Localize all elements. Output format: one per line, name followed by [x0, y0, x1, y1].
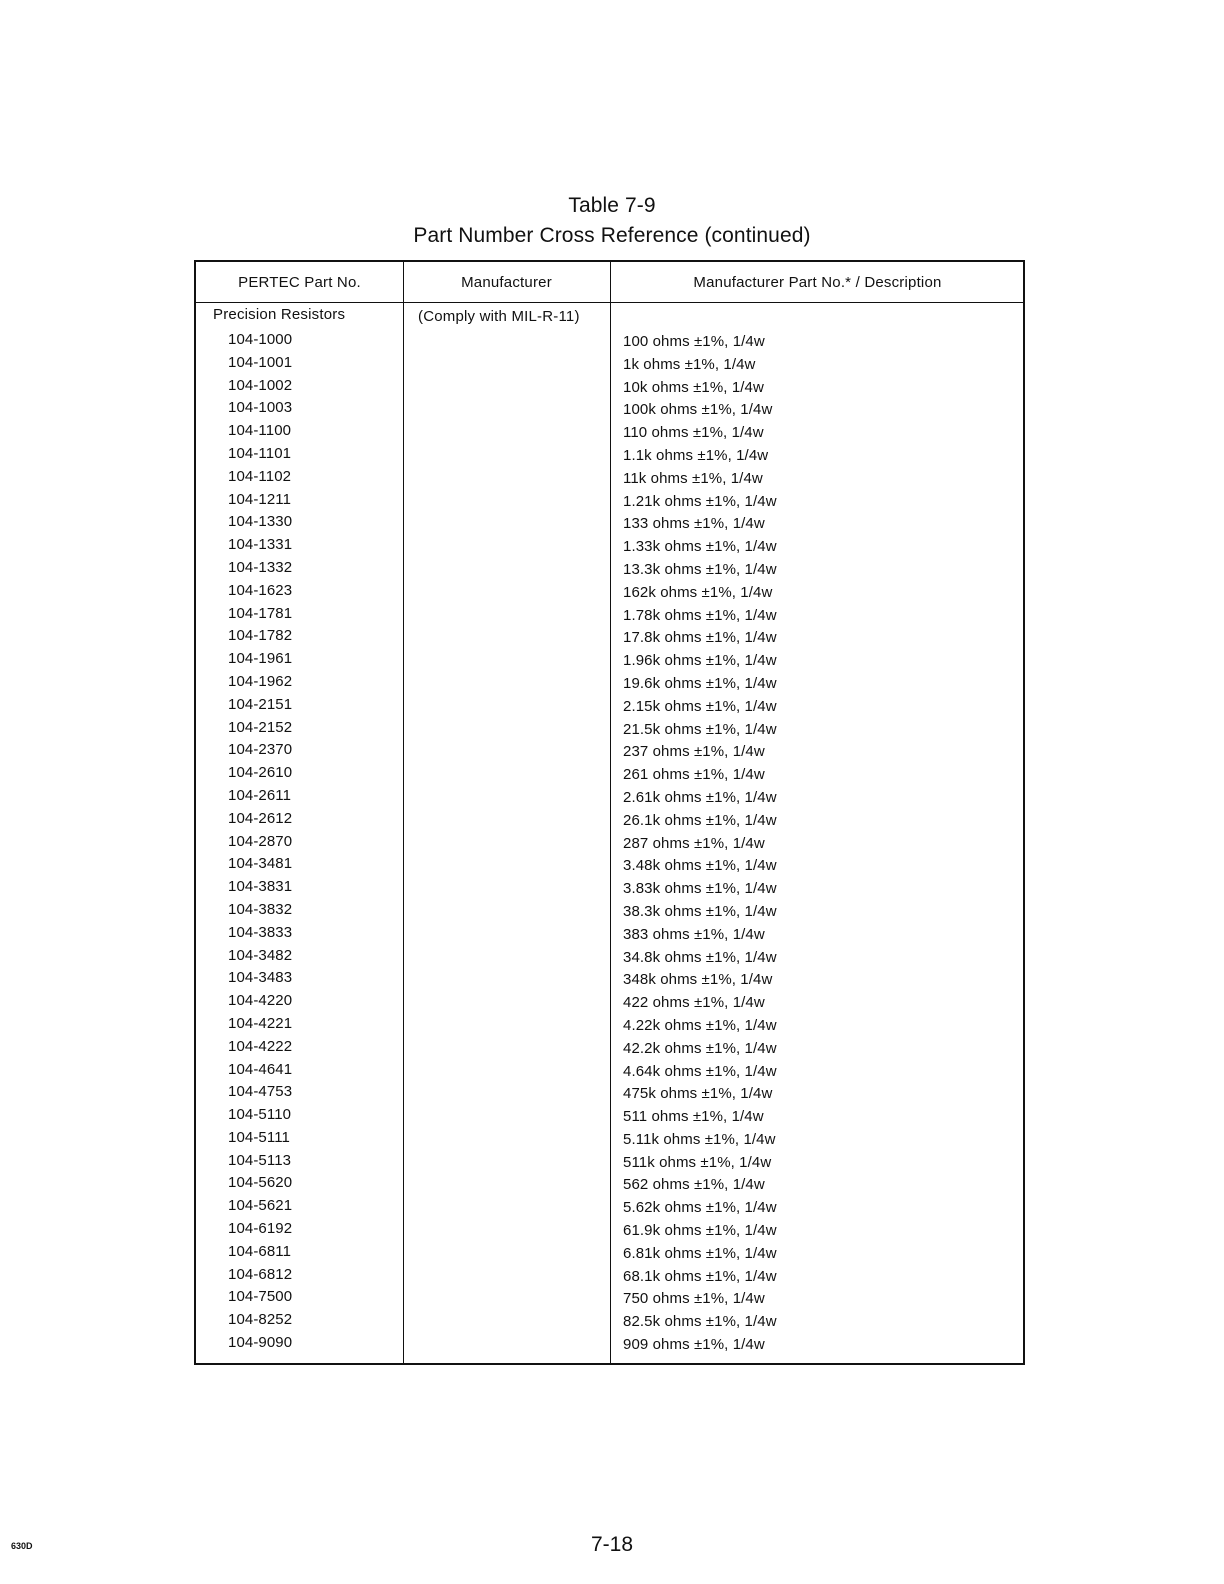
part-number-cell: 104-4220: [228, 992, 293, 1010]
part-number-cell: 104-2152: [228, 718, 293, 736]
description-cell: 4.64k ohms ±1%, 1/4w: [623, 1062, 777, 1080]
description-cell: 4.22k ohms ±1%, 1/4w: [623, 1016, 777, 1034]
part-number-cell: 104-5110: [228, 1106, 292, 1124]
description-cell: 3.83k ohms ±1%, 1/4w: [623, 880, 777, 898]
part-number-cell: 104-3483: [228, 969, 293, 987]
description-cell: 17.8k ohms ±1%, 1/4w: [623, 629, 777, 647]
part-number-cell: 104-2151: [228, 695, 293, 713]
description-cell: 1k ohms ±1%, 1/4w: [623, 355, 756, 373]
description-cell: 511k ohms ±1%, 1/4w: [623, 1153, 772, 1171]
part-number-cell: 104-1961: [228, 650, 293, 668]
part-number-cell: 104-2611: [228, 786, 292, 804]
table-title: Table 7-9: [568, 194, 656, 217]
description-cell: 162k ohms ±1%, 1/4w: [623, 583, 773, 601]
part-number-cell: 104-1782: [228, 627, 293, 645]
description-cell: 2.61k ohms ±1%, 1/4w: [623, 788, 777, 806]
description-cell: 42.2k ohms ±1%, 1/4w: [623, 1039, 777, 1057]
part-number-cell: 104-9090: [228, 1334, 293, 1352]
part-number-cell: 104-1211: [228, 490, 292, 508]
part-number-cell: 104-1001: [228, 353, 293, 371]
description-cell: 909 ohms ±1%, 1/4w: [623, 1336, 765, 1354]
part-number-cell: 104-1332: [228, 558, 293, 576]
description-cell: 34.8k ohms ±1%, 1/4w: [623, 948, 777, 966]
description-cell: 511 ohms ±1%, 1/4w: [623, 1108, 764, 1126]
description-cell: 5.62k ohms ±1%, 1/4w: [623, 1199, 777, 1217]
part-number-cell: 104-7500: [228, 1288, 293, 1306]
header-description: Manufacturer Part No.* / Description: [693, 274, 942, 291]
part-number-cell: 104-3832: [228, 900, 293, 918]
part-number-cell: 104-3481: [228, 855, 293, 873]
description-cell: 562 ohms ±1%, 1/4w: [623, 1176, 765, 1194]
part-number-cell: 104-5620: [228, 1174, 293, 1192]
part-number-cell: 104-8252: [228, 1311, 293, 1329]
description-cell: 110 ohms ±1%, 1/4w: [623, 424, 764, 442]
description-cell: 82.5k ohms ±1%, 1/4w: [623, 1313, 777, 1331]
description-cell: 10k ohms ±1%, 1/4w: [623, 378, 764, 396]
description-cell: 100k ohms ±1%, 1/4w: [623, 401, 773, 419]
description-cell: 237 ohms ±1%, 1/4w: [623, 743, 765, 761]
part-number-cell: 104-1100: [228, 422, 292, 440]
part-number-cell: 104-6192: [228, 1220, 293, 1238]
description-cell: 19.6k ohms ±1%, 1/4w: [623, 674, 777, 692]
description-cell: 750 ohms ±1%, 1/4w: [623, 1290, 765, 1308]
description-cell: 1.1k ohms ±1%, 1/4w: [623, 446, 769, 464]
cross-reference-table: [194, 260, 1025, 1365]
part-number-cell: 104-2370: [228, 741, 293, 759]
part-number-cell: 104-2610: [228, 764, 293, 782]
description-cell: 383 ohms ±1%, 1/4w: [623, 925, 765, 943]
description-cell: 68.1k ohms ±1%, 1/4w: [623, 1267, 777, 1285]
part-number-cell: 104-6811: [228, 1242, 292, 1260]
header-divider: [196, 302, 1023, 303]
part-number-cell: 104-1000: [228, 331, 293, 348]
description-cell: 3.48k ohms ±1%, 1/4w: [623, 857, 777, 875]
part-number-cell: 104-4221: [228, 1014, 293, 1032]
page-number: 7-18: [590, 1533, 634, 1556]
description-cell: 261 ohms ±1%, 1/4w: [623, 766, 765, 784]
part-number-cell: 104-1781: [228, 604, 293, 622]
part-number-cell: 104-1623: [228, 581, 293, 599]
column-divider: [610, 262, 611, 1363]
description-cell: 1.78k ohms ±1%, 1/4w: [623, 606, 777, 624]
part-number-cell: 104-2612: [228, 809, 293, 827]
description-cell: 287 ohms ±1%, 1/4w: [623, 834, 765, 852]
column-divider: [403, 262, 404, 1363]
description-cell: 26.1k ohms ±1%, 1/4w: [623, 811, 777, 829]
description-cell: 422 ohms ±1%, 1/4w: [623, 994, 765, 1012]
part-number-cell: 104-1962: [228, 672, 293, 690]
part-number-cell: 104-2870: [228, 832, 293, 850]
part-number-cell: 104-4753: [228, 1083, 293, 1101]
description-cell: 5.11k ohms ±1%, 1/4w: [623, 1130, 776, 1148]
part-number-cell: 104-1101: [228, 444, 292, 462]
section-label: Precision Resistors: [213, 306, 346, 323]
description-cell: 21.5k ohms ±1%, 1/4w: [623, 720, 777, 738]
part-number-cell: 104-4222: [228, 1037, 293, 1055]
part-number-cell: 104-6812: [228, 1265, 293, 1283]
header-manufacturer: Manufacturer: [461, 274, 552, 291]
description-cell: 1.21k ohms ±1%, 1/4w: [623, 492, 777, 510]
description-cell: 348k ohms ±1%, 1/4w: [623, 971, 773, 989]
description-cell: 13.3k ohms ±1%, 1/4w: [623, 560, 777, 578]
part-number-cell: 104-3833: [228, 923, 293, 941]
part-number-cell: 104-5621: [228, 1197, 293, 1215]
manufacturer-note: (Comply with MIL-R-11): [418, 308, 580, 325]
description-cell: 133 ohms ±1%, 1/4w: [623, 515, 765, 533]
part-number-cell: 104-4641: [228, 1060, 293, 1078]
description-cell: 1.96k ohms ±1%, 1/4w: [623, 652, 777, 670]
description-cell: 61.9k ohms ±1%, 1/4w: [623, 1222, 777, 1240]
part-number-cell: 104-1003: [228, 399, 293, 417]
part-number-cell: 104-1002: [228, 376, 293, 394]
description-cell: 100 ohms ±1%, 1/4w: [623, 333, 765, 350]
part-number-cell: 104-3482: [228, 946, 293, 964]
part-number-cell: 104-3831: [228, 878, 293, 896]
part-number-cell: 104-5113: [228, 1151, 292, 1169]
document-code: 630D: [11, 1541, 33, 1551]
part-number-cell: 104-1330: [228, 513, 293, 531]
description-cell: 475k ohms ±1%, 1/4w: [623, 1085, 773, 1103]
part-number-cell: 104-5111: [228, 1128, 290, 1146]
description-column: [623, 331, 777, 1357]
table-subtitle: Part Number Cross Reference (continued): [413, 224, 811, 247]
description-cell: 11k ohms ±1%, 1/4w: [623, 469, 763, 487]
part-number-cell: 104-1331: [228, 536, 293, 554]
description-cell: 1.33k ohms ±1%, 1/4w: [623, 538, 777, 556]
header-part-no: PERTEC Part No.: [238, 274, 361, 291]
part-number-column: [228, 329, 292, 1355]
part-number-cell: 104-1102: [228, 467, 292, 485]
description-cell: 2.15k ohms ±1%, 1/4w: [623, 697, 777, 715]
description-cell: 38.3k ohms ±1%, 1/4w: [623, 902, 777, 920]
description-cell: 6.81k ohms ±1%, 1/4w: [623, 1244, 777, 1262]
